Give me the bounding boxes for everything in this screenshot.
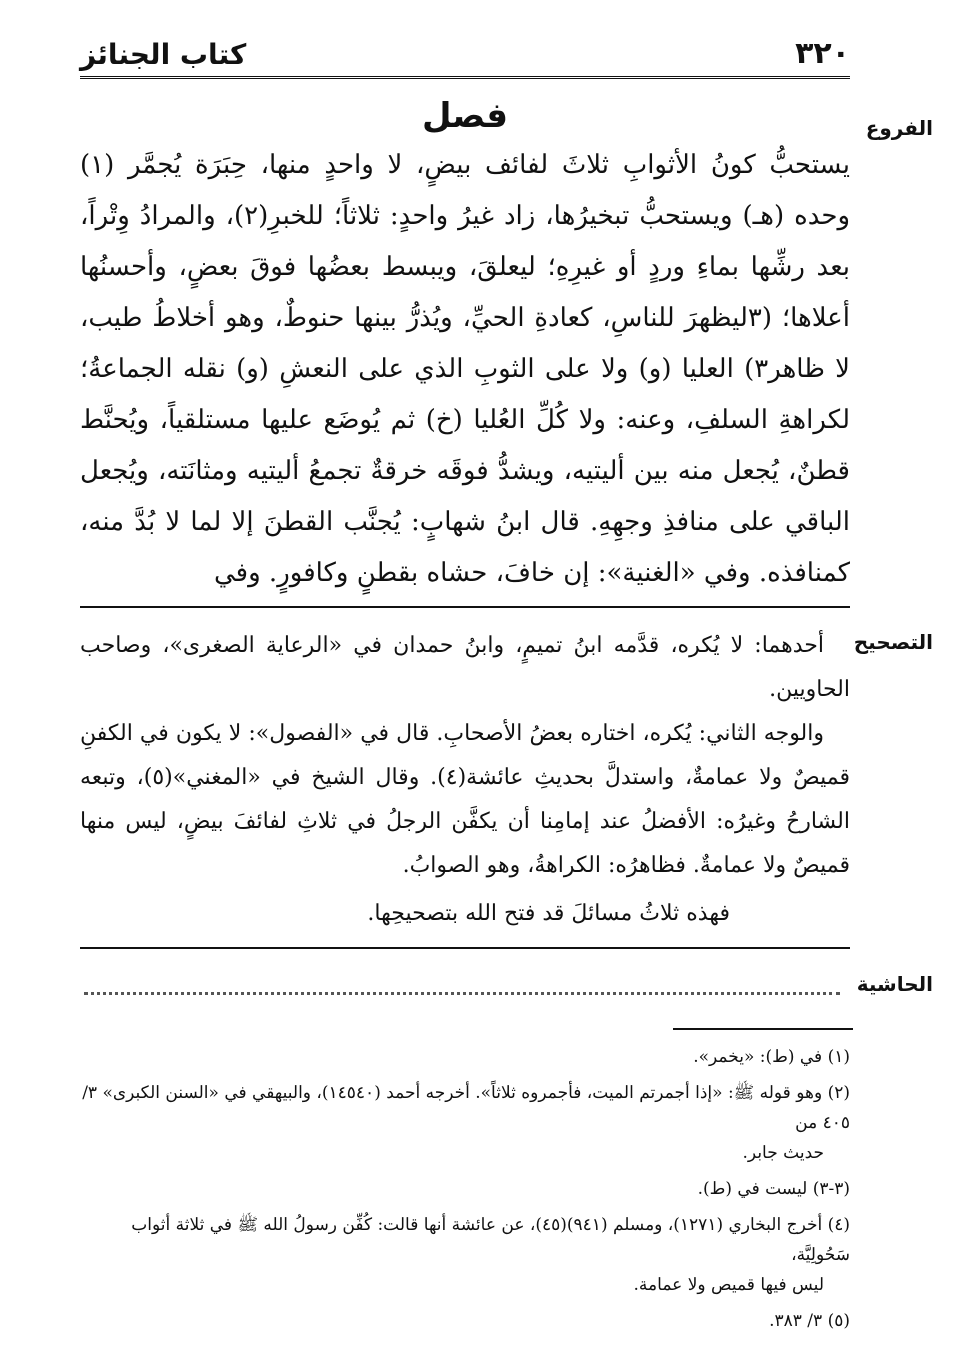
furu-text: يستحبُّ كونُ الأثوابِ ثلاثَ لفائف بيضٍ، لا واحدٍ منها، حِبَرَة يُجمَّر (١) وحده (هـ) ويستحبُّ تبخيرُها، زاد غيرُ واحدٍ: ثلاثاً؛ للخبرِ(٢)، والمرادُ وِتْراً، بعد رشِّها بماءِ وردٍ أو غيرِهِ؛ ليعلقَ، ويبسط بعضُها فوقَ بعضٍ، وأحسنُها أعلاها؛ (٣ليظهرَ للناسِ، كعادةِ الحيِّ، ويُذرُّ بينها حنوطٌ، وهو أخلاطُ طيب، لا ظاهر٣) العليا (و) ولا على الثوبِ الذي على النعشِ (و) نقله الجماعةُ؛ لكراهةِ السلفِ، وعنه: ولا كُلِّ العُليا (خ) ثم يُوضَع عليها مستلقياً، ويُحنَّط قطنٌ، يُجعل منه بين أليتيه، ويشدُّ فوقَه خرقةٌ تجمعُ أليتيه ومثانَته، ويُجعل الباقي على منافذِ وجهِهِ. قال ابنُ شهابٍ: يُجنَّب القطنَ إلا لما لا بُدَّ منه، كمنافذه. وفي «الغنية»: إن خافَ، حشاه بقطنٍ وكافورٍ. وفي bbox=[80, 150, 851, 588]
header-rule bbox=[80, 76, 850, 79]
page-number: ٣٢٠ bbox=[795, 36, 850, 71]
footnote-3: (٣-٣) ليست في (ط). bbox=[697, 1179, 850, 1199]
tashih-paragraph-1: أحدهما: لا يُكره، قدَّمه ابنُ تميمٍ، وابنُ حمدان في «الرعاية الصغرى»، وصاحب الحاويين. bbox=[80, 633, 850, 702]
label-tashih: التصحيح bbox=[853, 630, 933, 654]
hashiya-dotted-line bbox=[84, 976, 840, 995]
page-header bbox=[80, 34, 850, 74]
footnote-1: (١) في (ط): «يخمر». bbox=[693, 1047, 850, 1067]
label-hashiya: الحاشية bbox=[856, 972, 933, 996]
footnote-4: (٤) أخرج البخاري (١٢٧١)، ومسلم (٩٤١)(٤٥)، عن عائشة أنها قالت: كُفِّن رسولُ الله ﷺ في ثلاثة أثواب سَحُولِيَّة، ليس فيها قميص ولا عمامة. bbox=[131, 1215, 850, 1295]
tashih-paragraph-2: والوجه الثاني: يُكره، اختاره بعضُ الأصحابِ. قال في «الفصول»: لا يكون في الكفنِ قميصٌ ولا عمامةٌ، واستدلَّ بحديثِ عائشة(٤). وقال الشيخ في «المغني»(٥)، وتبعه الشارحُ وغيرُه: الأفضلُ عند إمامِنا أن يكفَّن الرجلُ في ثلاثِ لفائفَ بيضٍ، ليس منها قميصٌ ولا عمامةٌ. فظاهرُه: الكراهةُ، وهو الصوابُ. bbox=[80, 721, 850, 878]
tashih-divider bbox=[80, 947, 850, 949]
footnote-2: (٢) وهو قوله ﷺ: «إذا أجمرتم الميت، فأجمروه ثلاثاً». أخرجه أحمد (١٤٥٤٠)، والبيهقي في «السنن الكبرى» ٣/ ٤٠٥ من حديث جابر. bbox=[82, 1083, 850, 1163]
tashih-section bbox=[80, 624, 850, 936]
tashih-closing: فهذه ثلاثُ مسائلَ قد فتح الله بتصحيحِها. bbox=[367, 901, 730, 926]
section-title: فصل bbox=[421, 96, 509, 136]
footnotes bbox=[80, 1042, 850, 1342]
footnote-rule bbox=[673, 1028, 853, 1030]
footnote-5: (٥) ٣/ ٣٨٣. bbox=[769, 1311, 850, 1331]
furu-divider bbox=[80, 606, 850, 608]
running-title: كتاب الجنائز bbox=[80, 38, 247, 71]
label-furu: الفروع bbox=[865, 116, 933, 140]
